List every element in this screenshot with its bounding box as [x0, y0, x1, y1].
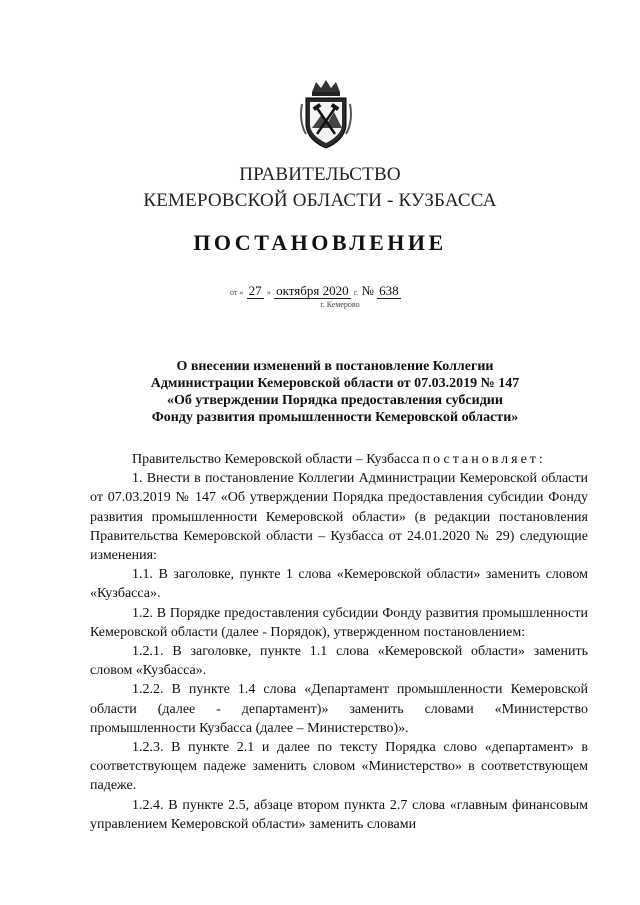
document-number: 638 [379, 283, 399, 298]
date-close-quote: » [266, 288, 271, 297]
document-subject: О внесении изменений в постановление Коллегии Администрации Кемеровской области от 07.03.2019 № 147 «Об утверждении Порядка предоставления субсидии Фонду развития промышленности Кемеровской области» [150, 359, 520, 425]
paragraph-1-2: 1.2. В Порядке предоставления субсидии Фонду развития промышленности Кемеровской области (далее - Порядок), утвержденном постановлением: [90, 605, 588, 640]
intro-prefix: Правительство Кемеровской области – Кузбасса [132, 452, 420, 467]
date-prefix: от « [230, 288, 244, 297]
paragraph-1-2-2: 1.2.2. В пункте 1.4 слова «Департамент промышленности Кемеровской области (далее - департамент)» заменить словами «Министерство промышленности Кузбасса (далее – Министерство)». [90, 682, 588, 736]
paragraph-1-2-4: 1.2.4. В пункте 2.5, абзаце втором пункта 2.7 слова «главным финансовым управлением Кемеровской области» заменить словами [90, 797, 588, 832]
government-name-line2: КЕМЕРОВСКОЙ ОБЛАСТИ - КУЗБАССА [143, 190, 497, 211]
date-day: 27 [248, 283, 262, 298]
paragraph-1-2-1: 1.2.1. В заголовке, пункте 1.1 слова «Кемеровской области» заменить словом «Кузбасса». [90, 644, 588, 679]
date-number-line [230, 283, 450, 299]
date-month-year: октября 2020 [276, 283, 349, 298]
paragraph-1-2-3: 1.2.3. В пункте 2.1 и далее по тексту Порядка слово «департамент» в соответствующем падеже заменить словом «Министерство» в соответствующем падеже. [90, 740, 588, 794]
intro-decree-word: постановляет: [422, 452, 546, 467]
document-type-title: ПОСТАНОВЛЕНИЕ [193, 230, 447, 255]
year-suffix: г. [353, 288, 359, 297]
document-body [90, 450, 588, 834]
paragraph-1-1: 1.1. В заголовке, пункте 1 слова «Кемеровской области» заменить словом «Кузбасса». [90, 567, 588, 602]
city-label: г. Кемерово [320, 300, 360, 309]
number-sign: № [361, 283, 374, 298]
paragraph-1: 1. Внести в постановление Коллегии Администрации Кемеровской области от 07.03.2019 № 147 «Об утверждении Порядка предоставления субсидии Фонду развития промышленности Кемеровской области» (в редакции постановления Правительства Кемеровской области – Кузбасса от 24.01.2020 № 29) следующие изменения: [90, 471, 588, 564]
coat-of-arms-emblem [298, 78, 354, 150]
government-name-line1: ПРАВИТЕЛЬСТВО [239, 164, 401, 185]
intro-paragraph [90, 450, 588, 469]
